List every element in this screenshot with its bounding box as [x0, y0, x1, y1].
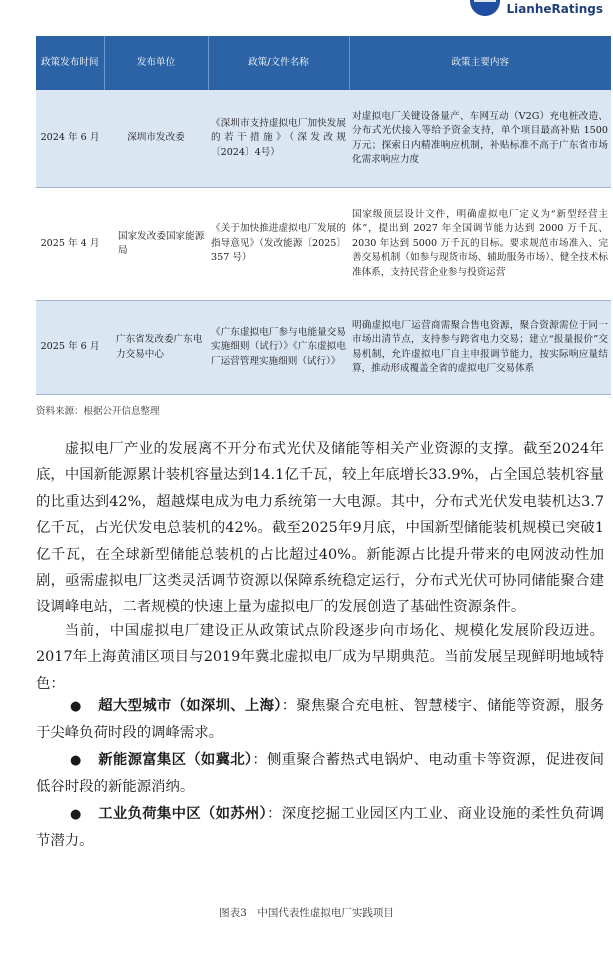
logo-text: LianheRatings	[506, 2, 603, 16]
bullet-dot-icon: ●	[70, 752, 82, 768]
list-item	[36, 693, 604, 747]
row-unit: 深圳市发改委	[104, 90, 208, 188]
bullet-text: ：侧重聚合蓄热式电锅炉、电动重卡等资源，促进夜间低谷时段的新能源消纳。	[36, 751, 604, 796]
list-item	[36, 801, 604, 855]
header-date: 政策发布时间	[36, 36, 104, 90]
bullet-list	[36, 693, 604, 854]
header-name: 政策/文件名称	[208, 36, 349, 90]
header-content: 政策主要内容	[349, 36, 611, 90]
table-row	[36, 301, 611, 395]
row-policy-content: 明确虚拟电厂运营商需聚合售电资源，聚合资源需位于同一市场出清节点，支持参与跨省电力交易；建立“报量报价”交易机制，允许虚拟电厂自主申报调节能力，按实际响应量结算，推动形成覆盖全省的虚拟电厂交易体系	[349, 301, 611, 395]
row-date: 2025 年 6 月	[36, 301, 104, 395]
table-row	[36, 90, 611, 188]
source-note: 资料来源：根据公开信息整理	[36, 406, 160, 417]
bullet-text: ：深度挖掘工业园区内工业、商业设施的柔性负荷调节潜力。	[36, 805, 604, 850]
row-unit: 国家发改委国家能源局	[104, 188, 208, 301]
bullet-title: 工业负荷集中区（如苏州）	[98, 804, 268, 822]
list-item	[36, 747, 604, 801]
row-policy-content: 国家级顶层设计文件，明确虚拟电厂定义为“新型经营主体”，提出到 2027 年全国调节能力达到 2000 万千瓦、2030 年达到 5000 万千瓦的目标。要求规范市场准入、完善交易机制（如参与现货市场、辅助服务市场）、健全技术标准体系，支持民营企业参与投资运营	[349, 188, 611, 301]
bullet-text: ：聚焦聚合充电桩、智慧楼宇、储能等资源，服务于尖峰负荷时段的调峰需求。	[36, 698, 604, 742]
row-date: 2024 年 6 月	[36, 90, 104, 188]
policy-table	[36, 36, 611, 395]
row-policy-name: 《关于加快推进虚拟电厂发展的指导意见》（发改能源〔2025〕357 号）	[208, 188, 349, 301]
figure-caption: 图表3 中国代表性虚拟电厂实践项目	[219, 907, 394, 919]
row-unit: 广东省发改委广东电力交易中心	[104, 301, 208, 395]
row-date: 2025 年 4 月	[36, 188, 104, 301]
body-paragraph-2	[36, 618, 604, 697]
bullet-title: 超大型城市（如深圳、上海）	[98, 697, 282, 714]
table-header-row	[36, 36, 611, 90]
paragraph-text: 虚拟电厂产业的发展离不开分布式光伏及储能等相关产业资源的支撑。截至2024年底，中国新能源累计装机容量达到14.1亿千瓦，较上年底增长33.9%，占全国总装机容量的比重达到42%，超越煤电成为电力系统第一大电源。其中，分布式光伏发电装机达3.7亿千瓦，占光伏发电总装机的42%。截至2025年9月底，中国新型储能装机规模已突破1亿千瓦，在全球新型储能总装机的占比超过40%。新能源占比提升带来的电网波动性加剧，亟需虚拟电厂这类灵活调节资源以保障系统稳定运行，分布式光伏可协同储能聚合建设调峰电站，二者规模的快速上量为虚拟电厂的发展创造了基础性资源条件。	[36, 441, 604, 616]
bullet-dot-icon: ●	[70, 806, 82, 822]
header-logo	[470, 0, 603, 16]
row-policy-name: 《广东虚拟电厂参与电能量交易实施细则（试行）》《广东虚拟电厂运营管理实施细则（试行）》	[208, 301, 349, 395]
logo-globe-icon	[470, 0, 500, 16]
body-paragraph-1	[36, 436, 604, 621]
bullet-title: 新能源富集区（如冀北）	[98, 750, 253, 768]
paragraph-text: 当前，中国虚拟电厂建设正从政策试点阶段逐步向市场化、规模化发展阶段迈进。2017年上海黄浦区项目与2019年冀北虚拟电厂成为早期典范。当前发展呈现鲜明地域特色：	[36, 623, 604, 692]
bullet-dot-icon: ●	[70, 699, 82, 714]
row-policy-content: 对虚拟电厂关键设备量产、车网互动（V2G）充电桩改造、分布式光伏接入等给予资金支持，单个项目最高补贴 1500 万元；探索日内精准响应机制，补贴标准不高于广东省市场化需求响应力度	[349, 90, 611, 188]
row-policy-name: 《深圳市支持虚拟电厂加快发展的若干措施》（深发改规〔2024〕4号）	[208, 90, 349, 188]
table-row	[36, 188, 611, 301]
header-unit: 发布单位	[104, 36, 208, 90]
